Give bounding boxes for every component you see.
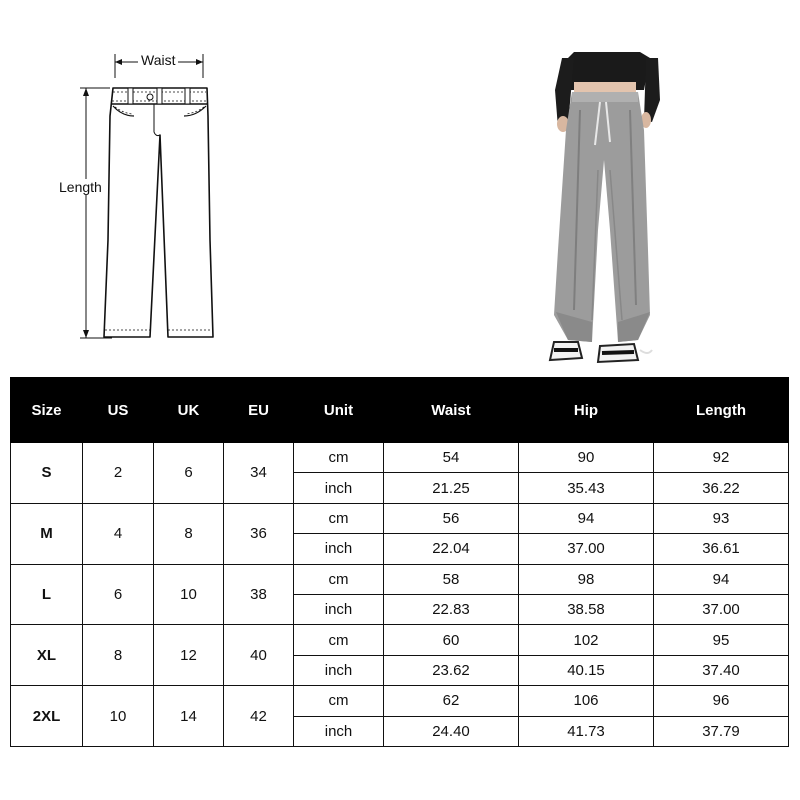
eu-cell: 38 (224, 564, 294, 625)
header-hip: Hip (519, 378, 654, 443)
us-cell: 4 (83, 503, 154, 564)
header-length: Length (654, 378, 789, 443)
waist-cell: 22.83 (384, 594, 519, 624)
length-dimension-label: Length (59, 179, 102, 195)
size-cell: L (11, 564, 83, 625)
table-header-row (11, 378, 789, 443)
hip-cell: 102 (519, 625, 654, 655)
eu-cell: 40 (224, 625, 294, 686)
hip-cell: 106 (519, 686, 654, 716)
product-photo (540, 50, 670, 368)
eu-cell: 34 (224, 443, 294, 504)
eu-cell: 36 (224, 503, 294, 564)
unit-cell: inch (294, 655, 384, 685)
size-chart-table (10, 377, 789, 747)
table-row (11, 686, 789, 716)
length-cell: 92 (654, 443, 789, 473)
table-row (11, 625, 789, 655)
waist-cell: 60 (384, 625, 519, 655)
uk-cell: 8 (154, 503, 224, 564)
header-size: Size (11, 378, 83, 443)
header-eu: EU (224, 378, 294, 443)
size-cell: XL (11, 625, 83, 686)
unit-cell: inch (294, 594, 384, 624)
length-cell: 37.00 (654, 594, 789, 624)
waist-cell: 21.25 (384, 473, 519, 503)
uk-cell: 10 (154, 564, 224, 625)
length-cell: 96 (654, 686, 789, 716)
hip-cell: 98 (519, 564, 654, 594)
length-cell: 95 (654, 625, 789, 655)
unit-cell: cm (294, 564, 384, 594)
hip-cell: 35.43 (519, 473, 654, 503)
hip-cell: 38.58 (519, 594, 654, 624)
uk-cell: 12 (154, 625, 224, 686)
unit-cell: inch (294, 534, 384, 564)
eu-cell: 42 (224, 686, 294, 747)
waist-cell: 56 (384, 503, 519, 533)
size-cell: S (11, 443, 83, 504)
us-cell: 6 (83, 564, 154, 625)
header-unit: Unit (294, 378, 384, 443)
hip-cell: 90 (519, 443, 654, 473)
pants-measurement-diagram (50, 40, 240, 350)
us-cell: 2 (83, 443, 154, 504)
hip-cell: 37.00 (519, 534, 654, 564)
header-us: US (83, 378, 154, 443)
pants-outline-icon (50, 40, 240, 350)
length-cell: 37.40 (654, 655, 789, 685)
waist-cell: 24.40 (384, 716, 519, 746)
unit-cell: cm (294, 503, 384, 533)
waist-cell: 58 (384, 564, 519, 594)
hip-cell: 41.73 (519, 716, 654, 746)
waist-cell: 62 (384, 686, 519, 716)
waist-cell: 22.04 (384, 534, 519, 564)
length-cell: 94 (654, 564, 789, 594)
unit-cell: inch (294, 473, 384, 503)
waist-cell: 23.62 (384, 655, 519, 685)
length-cell: 37.79 (654, 716, 789, 746)
hip-cell: 40.15 (519, 655, 654, 685)
header-uk: UK (154, 378, 224, 443)
us-cell: 8 (83, 625, 154, 686)
us-cell: 10 (83, 686, 154, 747)
table-row (11, 503, 789, 533)
size-cell: M (11, 503, 83, 564)
length-cell: 36.61 (654, 534, 789, 564)
hip-cell: 94 (519, 503, 654, 533)
unit-cell: cm (294, 625, 384, 655)
uk-cell: 14 (154, 686, 224, 747)
waist-cell: 54 (384, 443, 519, 473)
size-cell: 2XL (11, 686, 83, 747)
length-cell: 93 (654, 503, 789, 533)
unit-cell: cm (294, 686, 384, 716)
unit-cell: cm (294, 443, 384, 473)
waist-dimension-label: Waist (138, 52, 178, 68)
table-row (11, 564, 789, 594)
header-waist: Waist (384, 378, 519, 443)
uk-cell: 6 (154, 443, 224, 504)
unit-cell: inch (294, 716, 384, 746)
table-row (11, 443, 789, 473)
model-wearing-pants-image (540, 50, 670, 368)
length-cell: 36.22 (654, 473, 789, 503)
